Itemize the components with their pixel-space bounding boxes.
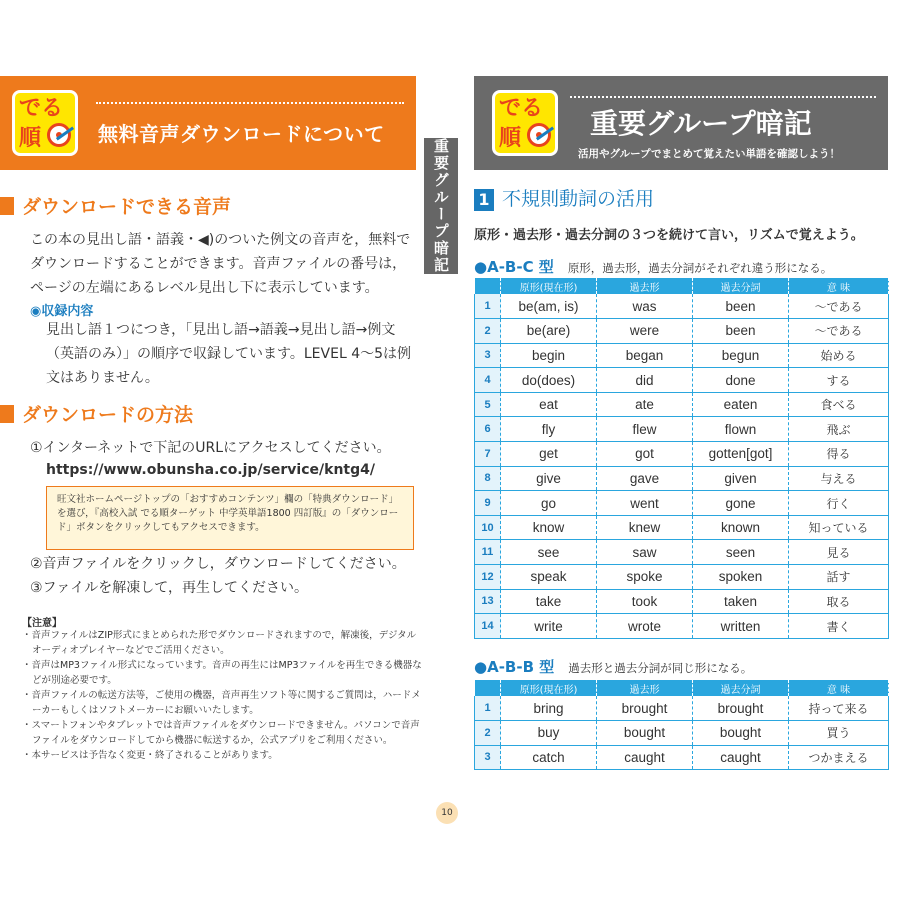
pattern-abb-heading — [474, 656, 752, 677]
table-row — [475, 721, 889, 746]
row-number: 2 — [475, 721, 501, 746]
table-cell: brought — [693, 696, 789, 721]
table-cell: been — [693, 294, 789, 319]
notice-heading: 【注意】 — [22, 618, 62, 629]
table-cell: 取る — [789, 589, 889, 614]
section-title: 1 不規則動詞の活用 — [474, 184, 654, 211]
row-number: 9 — [475, 491, 501, 516]
badge-text-top: でる — [19, 96, 64, 121]
contents-description: 見出し語１つにつき，「見出し語→語義→見出し語→例文（英語のみ）」の順序で収録しています。LEVEL 4〜5は例文はありません。 — [46, 322, 412, 386]
table-cell: gotten[got] — [693, 442, 789, 467]
column-header: 過去分詞 — [693, 680, 789, 696]
table-header-row — [475, 680, 889, 696]
table-cell: eaten — [693, 392, 789, 417]
table-cell: know — [501, 515, 597, 540]
badge-text-top: でる — [499, 96, 544, 121]
table-row — [475, 442, 889, 467]
table-cell: 〜である — [789, 319, 889, 344]
table-cell: fly — [501, 417, 597, 442]
row-number: 1 — [475, 696, 501, 721]
notice-item: ・スマートフォンやタブレットでは音声ファイルをダウンロードできません。パソコンで音声ファイルをダウンロードしてから機器に転送するか，公式アプリをご利用ください。 — [22, 720, 420, 746]
square-bullet-icon — [0, 197, 14, 215]
table-cell: 飛ぶ — [789, 417, 889, 442]
table-cell: 始める — [789, 343, 889, 368]
page-number: 10 — [436, 802, 458, 824]
header-dotted-line — [96, 102, 404, 104]
table-cell: する — [789, 368, 889, 393]
step-3: ③ファイルを解凍して，再生してください。 — [30, 580, 308, 596]
table-cell: speak — [501, 565, 597, 590]
table-cell: taken — [693, 589, 789, 614]
table-cell: つかまえる — [789, 745, 889, 770]
table-cell: took — [597, 589, 693, 614]
table-cell: did — [597, 368, 693, 393]
table-cell: 持って来る — [789, 696, 889, 721]
notice-item: ・音声ファイルはZIP形式にまとめられた形でダウンロードされますので，解凍後，デジタルオーディオプレイヤーなどでご活用ください。 — [22, 630, 417, 656]
table-cell: begin — [501, 343, 597, 368]
table-cell: bought — [597, 721, 693, 746]
table-row — [475, 696, 889, 721]
left-header-title: 無料音声ダウンロードについて — [98, 122, 385, 146]
table-row — [475, 614, 889, 639]
table-cell: bought — [693, 721, 789, 746]
column-header — [475, 278, 501, 294]
table-cell: got — [597, 442, 693, 467]
table-cell: 得る — [789, 442, 889, 467]
table-cell: known — [693, 515, 789, 540]
table-cell: 話す — [789, 565, 889, 590]
table-cell: 知っている — [789, 515, 889, 540]
pattern-abc-heading — [474, 256, 832, 277]
table-cell: brought — [597, 696, 693, 721]
section-number: 1 — [474, 189, 494, 211]
row-number: 10 — [475, 515, 501, 540]
table-cell: done — [693, 368, 789, 393]
badge-text-bottom: 順 — [499, 126, 522, 151]
row-number: 11 — [475, 540, 501, 565]
table-cell: get — [501, 442, 597, 467]
table-row — [475, 589, 889, 614]
row-number: 14 — [475, 614, 501, 639]
table-row — [475, 515, 889, 540]
row-number: 2 — [475, 319, 501, 344]
table-cell: gave — [597, 466, 693, 491]
table-cell: spoken — [693, 565, 789, 590]
table-row — [475, 417, 889, 442]
right-header-subtitle: 活用やグループでまとめて覚えたい単語を確認しよう！ — [578, 148, 840, 160]
table-cell: 見る — [789, 540, 889, 565]
table-cell: buy — [501, 721, 597, 746]
step-2: ②音声ファイルをクリックし，ダウンロードしてください。 — [30, 556, 406, 572]
right-header-title: 重要グループ暗記 — [590, 107, 812, 140]
download-note-box: 旺文社ホームページトップの「おすすめコンテンツ」欄の「特典ダウンロード」を選び，『高校入試 でる順ターゲット 中学英単語1800 四訂版』の「ダウンロード」ボタンをクリックしてもアクセスできます。 — [46, 486, 414, 550]
row-number: 13 — [475, 589, 501, 614]
table-cell: caught — [597, 745, 693, 770]
contents-heading: ◉収録内容 — [30, 304, 94, 319]
table-cell: do(does) — [501, 368, 597, 393]
column-header — [475, 680, 501, 696]
table-cell: take — [501, 589, 597, 614]
table-cell: be(are) — [501, 319, 597, 344]
table-cell: 食べる — [789, 392, 889, 417]
row-number: 12 — [475, 565, 501, 590]
deru-jun-badge — [12, 90, 78, 156]
deru-jun-badge — [492, 90, 558, 156]
table-cell: give — [501, 466, 597, 491]
table-cell: seen — [693, 540, 789, 565]
audio-description: この本の見出し語・語義・◀)のついた例文の音声を，無料でダウンロードすることができます。音声ファイルの番号は，ページの左端にあるレベル見出し下に表示しています。 — [30, 232, 411, 296]
column-header: 過去形 — [597, 680, 693, 696]
row-number: 4 — [475, 368, 501, 393]
table-cell: 〜である — [789, 294, 889, 319]
table-cell: wrote — [597, 614, 693, 639]
section-lead: 原形・過去形・過去分詞の３つを続けて言い，リズムで覚えよう。 — [474, 228, 864, 243]
table-cell: 与える — [789, 466, 889, 491]
table-cell: 行く — [789, 491, 889, 516]
table-cell: flew — [597, 417, 693, 442]
square-bullet-icon — [0, 405, 14, 423]
pattern-description: 原形，過去形，過去分詞がそれぞれ違う形になる。 — [567, 261, 833, 275]
table-cell: eat — [501, 392, 597, 417]
right-page-header — [474, 76, 888, 170]
verb-table-abc — [474, 278, 889, 639]
row-number: 8 — [475, 466, 501, 491]
table-cell: spoke — [597, 565, 693, 590]
table-cell: knew — [597, 515, 693, 540]
pattern-name: ●A-B-C 型 — [474, 258, 554, 276]
section-heading-audio: ダウンロードできる音声 — [0, 192, 231, 219]
pattern-name: ●A-B-B 型 — [474, 658, 555, 676]
table-cell: been — [693, 319, 789, 344]
table-cell: gone — [693, 491, 789, 516]
row-number: 1 — [475, 294, 501, 319]
table-cell: caught — [693, 745, 789, 770]
table-row — [475, 368, 889, 393]
table-cell: 買う — [789, 721, 889, 746]
notice-list — [22, 628, 422, 763]
table-row — [475, 392, 889, 417]
badge-text-bottom: 順 — [19, 126, 42, 151]
column-header: 過去分詞 — [693, 278, 789, 294]
table-row — [475, 466, 889, 491]
table-cell: went — [597, 491, 693, 516]
column-header: 過去形 — [597, 278, 693, 294]
table-row — [475, 491, 889, 516]
table-row — [475, 565, 889, 590]
table-cell: go — [501, 491, 597, 516]
table-cell: bring — [501, 696, 597, 721]
header-dotted-line — [570, 96, 876, 98]
table-cell: catch — [501, 745, 597, 770]
row-number: 3 — [475, 343, 501, 368]
row-number: 7 — [475, 442, 501, 467]
table-cell: begun — [693, 343, 789, 368]
row-number: 5 — [475, 392, 501, 417]
column-header: 意 味 — [789, 278, 889, 294]
column-header: 意 味 — [789, 680, 889, 696]
table-cell: be(am, is) — [501, 294, 597, 319]
row-number: 3 — [475, 745, 501, 770]
table-cell: write — [501, 614, 597, 639]
verb-table-abb — [474, 680, 889, 770]
table-cell: flown — [693, 417, 789, 442]
table-cell: 書く — [789, 614, 889, 639]
table-row — [475, 343, 889, 368]
table-cell: was — [597, 294, 693, 319]
notice-item: ・音声はMP3ファイル形式になっています。音声の再生にはMP3ファイルを再生できる機器などが別途必要です。 — [22, 660, 422, 686]
table-cell: saw — [597, 540, 693, 565]
table-cell: ate — [597, 392, 693, 417]
notice-item: ・音声ファイルの転送方法等，ご使用の機器，音声再生ソフト等に関するご質問は，ハードメーカーもしくはソフトメーカーにお願いいたします。 — [22, 690, 421, 716]
left-page-header — [0, 76, 416, 170]
table-cell: given — [693, 466, 789, 491]
notice-item: ・本サービスは予告なく変更・終了されることがあります。 — [22, 750, 278, 761]
download-url-link[interactable]: https://www.obunsha.co.jp/service/kntg4/ — [46, 462, 375, 478]
table-cell: began — [597, 343, 693, 368]
table-cell: see — [501, 540, 597, 565]
column-header: 原形(現在形) — [501, 278, 597, 294]
section-heading-method: ダウンロードの方法 — [0, 400, 193, 427]
table-cell: were — [597, 319, 693, 344]
column-header: 原形(現在形) — [501, 680, 597, 696]
table-row — [475, 294, 889, 319]
table-cell: written — [693, 614, 789, 639]
table-header-row — [475, 278, 889, 294]
table-row — [475, 540, 889, 565]
table-row — [475, 745, 889, 770]
table-row — [475, 319, 889, 344]
row-number: 6 — [475, 417, 501, 442]
step-1: ①インターネットで下記のURLにアクセスしてください。 — [30, 440, 391, 456]
spine-label: 重要グループ暗記 — [424, 138, 458, 274]
pattern-description: 過去形と過去分詞が同じ形になる。 — [568, 661, 753, 675]
